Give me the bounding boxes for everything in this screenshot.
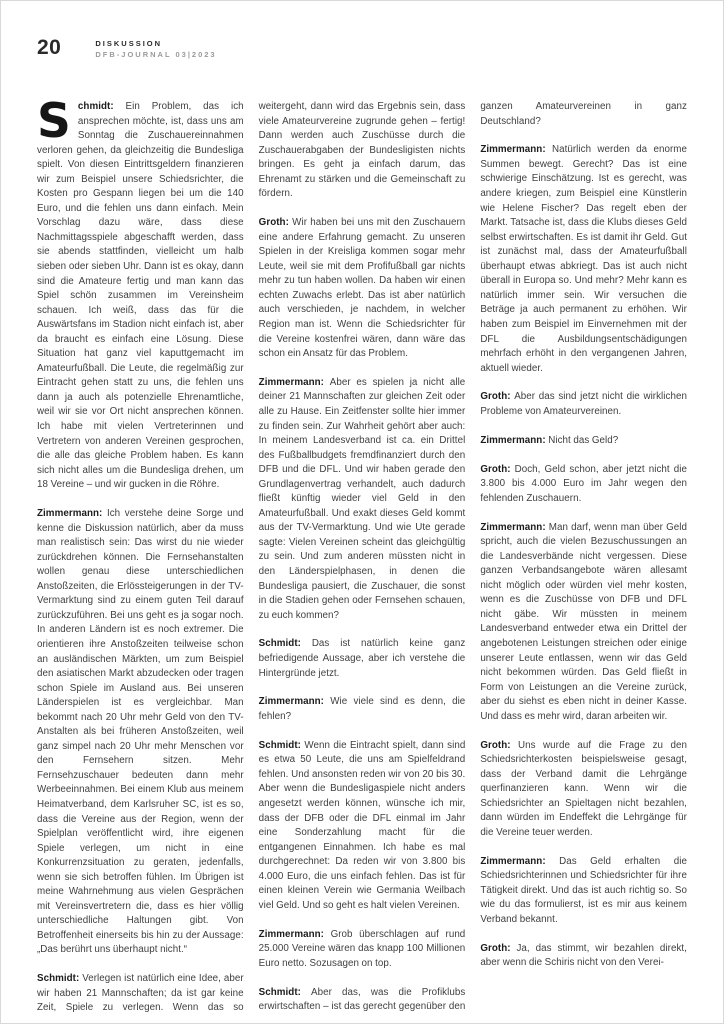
speaker-name: Zimmermann: <box>258 696 331 708</box>
interview-paragraph: Zimmermann: Das Geld erhalten die Schiedsrichterinnen und Schiedsrichter für ihre Tätigkeit direkt. Und das ist auch richtig so. So wie du das formulierst, ist es mir aus keinem Verband bekannt. <box>480 855 687 925</box>
speaker-name: Groth: <box>258 217 293 229</box>
interview-paragraph: Zimmermann: Ich verstehe deine Sorge und kenne die Diskussion natürlich, aber da muss man realistisch sein: Das wirst du nie wieder zurückdrehen können. Die Fernsehanstalten wollen genau diese unterschiedlichen Anstoßzeiten, die Erlössteigerungen in der TV-Vermarktung sind zu einem guten Teil darauf zurückzuführen. Bei uns geht es ja sogar noch. In anderen Ländern ist es noch extremer. Die orientieren ihre Anstoßzeiten teilweise schon an ausländischen Märkten, um zum Beispiel den asiatischen Markt abzudecken oder tragen schon Spiele im Ausland aus. Bei unseren Länderspielen ist es vergleichbar. Man bekommt nach 20 Uhr mehr Geld von den TV-Anstalten als bei früheren Anstoßzeiten, weil ganz simpel nach 20 Uhr mehr Menschen vor den Fernsehern sitzen. Mehr Fernsehzuschauer bedeuten dann mehr Werbeeinnahmen. Bei einem Klub aus meinem Heimatverband, dem Karlsruher SC, ist es so, dass die Vereine aus der Region, wenn der Spielplan veröffentlicht wird, ihre eigenen Spiele verlegen, um nicht in eine Konkurrenzsituation zu geraten, jedenfalls, wenn sie sich betroffen fühlen. Im Übrigen ist meine Wahrnehmung aus vielen Gesprächen mit Vereinsvertretern die, dass es hier völlig unterschiedliche Haltungen gibt. Von Betroffenheit einerseits bis hin zu der Aussage: „Das berührt uns überhaupt nicht.“ <box>37 508 244 956</box>
interview-paragraph: Zimmermann: Wie viele sind es denn, die fehlen? <box>258 696 466 722</box>
interview-paragraph: Groth: Wir haben bei uns mit den Zuschauern eine andere Erfahrung gemacht. Zu unseren Spielen in der Kreisliga kommen sogar mehr Leute, weil sie mit dem Profifußball gar nichts mehr zu tun haben wollen. Da haben wir einen echten Zuwachs erlebt. Das ist aber natürlich auch verschieden, je nachdem, in welcher Region man ist. Wenn die Schiedsrichter für die Vereine kostenfrei wären, dann wäre das schon ein Ansatz für das Problem. <box>258 217 466 360</box>
speaker-name: Groth: <box>480 391 515 403</box>
speaker-name: Schmidt: <box>258 638 312 650</box>
interview-paragraph: Groth: Doch, Geld schon, aber jetzt nicht die 3.800 bis 4.000 Euro im Jahr wegen den fehlenden Zuschauern. <box>480 463 687 504</box>
interview-paragraph: Zimmermann: Grob überschlagen auf rund 25.000 Vereine wären das knapp 100 Millionen Euro netto. Sozusagen on top. <box>258 928 466 969</box>
interview-paragraph: Schmidt: Ein Problem, das ich ansprechen möchte, ist, dass uns am Sonntag die Zuschauereinnahmen verloren gehen, da gleichzeitig die Bundesliga spielt. Von diesen Eintrittsgeldern finanzieren wir zum Beispiel unsere Schiedsrichter, die Kosten pro Gespann liegen bei um die 140 Euro, und die fehlen uns dann einfach. Mein Vorschlag dazu wäre, dass diese Nachmittagsspiele abgeschafft werden, dass sie abends stattfinden, vielleicht um halb sieben oder sieben Uhr. Dann ist es okay, dann sind die Amateure fertig und man kann das Spiel schön zusammen im Vereinsheim schauen. Ich weiß, dass das für die Auswärtsfans im Stadion nicht einfach ist, aber da braucht es einfach eine Lösung. Diese Situation hat ganz viel kaputtgemacht im Amateurfußball. Die Leute, die regelmäßig zur Eintracht gehen statt zu uns, die fehlen uns dann ja auch als potenzielle Ehrenamtliche, weil wir sie vor Ort nicht ansprechen können. Ich habe mit vielen Vertreterinnen und Vertretern von anderen Vereinen gesprochen, die alle das gleiche Problem haben. Es kann sich nicht alles um die Bundesliga drehen, um 18 Vereine – und wir gucken in die Röhre. <box>37 100 244 491</box>
interview-paragraph: Zimmermann: Nicht das Geld? <box>480 434 619 446</box>
interview-paragraph: Groth: Uns wurde auf die Frage zu den Schiedsrichterkosten beispielsweise gesagt, dass der Verband damit die Lehrgänge querfinanzieren kann. Wenn wir die Schiedsrichter an Spieltagen nicht bezahlen, dann würden im Endeffekt die Lehrgänge für die Vereine teuer werden. <box>480 739 687 838</box>
speaker-name: Zimmermann: <box>480 855 560 867</box>
interview-paragraph: Zimmermann: Aber es spielen ja nicht alle deiner 21 Mannschaften zur gleichen Zeit oder alle zu Hause. Ein Zeitfenster sollte hier immer zu finden sein. Zur Wahrheit gehört aber auch: In meinem Landesverband ist ca. ein Drittel des Fußballbudgets fremdfinanziert durch den DFB und die DFL. Und wir haben gerade den Grundlagenvertrag verhandelt, auch dadurch fließt künftig wieder viel Geld in den Amateurfußball. Und exakt dieses Geld kommt aus der TV-Vermarktung. Und wie Ute gerade sagte: Vielen Vereinen scheint das gleichgültig zu sein. Und zum anderen müssten nicht in den Länderspielphasen, in denen die Bundesliga pausiert, die Zuschauer, die sonst in die Stadien gehen oder Fernsehen schauen, zu euch kommen? <box>258 376 466 621</box>
interview-paragraph: Groth: Aber das sind jetzt nicht die wirklichen Probleme von Amateurvereinen. <box>480 391 687 417</box>
speaker-name: Zimmermann: <box>480 144 552 156</box>
speaker-name: Schmidt: <box>258 739 305 751</box>
interview-paragraph: Zimmermann: Man darf, wenn man über Geld spricht, auch die vielen Bezuschussungen an die Landesverbände nicht vergessen. Diese ganzen Verbandsangebote wären allesamt nicht möglich oder würden viel mehr kosten, wenn es die Zuschüsse von DFB und DFL nicht gäbe. Wir müssten in meinem Landesverband entweder etwa ein Drittel der angebotenen Leistungen streichen oder einige unserer Leute entlassen, wenn wir das Geld nicht bekommen würden. Das Geld fließt in Form von Leistungen an die Vereine zurück, aber du siehst es eben nicht in deiner Kasse. Und dass es mehr wird, daran arbeiten wir. <box>480 521 687 722</box>
speaker-name: Zimmermann: <box>37 508 107 520</box>
header-kicker-block <box>95 37 216 60</box>
speaker-name: Groth: <box>480 463 515 475</box>
interview-paragraph: Zimmermann: Natürlich werden da enorme Summen bewegt. Gerecht? Das ist eine schwierige Einschätzung. Ist es gerecht, was andere kriegen, zum Beispiel eine Künstlerin wie Helene Fischer? Das regelt eben der Markt. Tatsache ist, dass die Klubs dieses Geld selbst erwirtschaften. Es ist damit ihr Geld. Gut ist zunächst mal, dass der Amateurfußball überhaupt etwas abkriegt. Das ist auch nicht überall in Europa so. Und mehr? Mehr kann es natürlich immer sein. Wir versuchen die Beträge ja auch permanent zu erhöhen. Wir haben zum Beispiel im Einvernehmen mit der DFL die Ausbildungsentschädigungen mehrfach erhöht in den vergangenen Jahren, aktuell wieder. <box>480 144 687 374</box>
interview-paragraph: Schmidt: Wenn die Eintracht spielt, dann sind es etwa 50 Leute, die uns am Spielfeldrand fehlen. Und ansonsten reden wir von 20 bis 30. Aber wenn die Bundesligaspiele nicht anders angesetzt werden können, wünsche ich mir, dass der DFB oder die DFL einmal im Jahr eine Sonderzahlung macht für die entgangenen Einnahmen. Ich habe es mal durchgerechnet: Da reden wir von 3.800 bis 4.000 Euro, die uns einfach fehlen. Das ist für einen kleinen Verein wie Germania Weilbach viel Geld. Und so geht es halt vielen Vereinen. <box>258 739 466 911</box>
speaker-name: Zimmermann: <box>480 521 549 533</box>
section-kicker: DISKUSSION <box>95 39 163 48</box>
speaker-name: Zimmermann: <box>480 434 549 446</box>
interview-paragraph: Schmidt: Aber das, was die Profiklubs erwirtschaften – ist das gerecht gegenüber den ganzen Amateurvereinen in ganz Deutschland? <box>258 101 687 1013</box>
speaker-name: Groth: <box>480 942 517 954</box>
speaker-name: Zimmermann: <box>258 928 331 940</box>
page-header <box>37 37 217 60</box>
speaker-name: Schmidt: <box>258 986 312 998</box>
page-number: 20 <box>37 36 62 59</box>
article-columns <box>37 100 687 1018</box>
speaker-name: Groth: <box>480 739 518 751</box>
speaker-name: Zimmermann: <box>258 376 330 388</box>
speaker-name: chmidt: <box>77 101 126 112</box>
interview-paragraph: Schmidt: Das ist natürlich keine ganz befriedigende Aussage, aber ich verstehe die Hintergründe jetzt. <box>258 638 466 679</box>
journal-issue-label: DFB-JOURNAL 03|2023 <box>95 50 217 59</box>
speaker-name: Schmidt: <box>37 973 83 985</box>
drop-cap: S <box>37 100 71 149</box>
interview-paragraph: Schmidt: Verlegen ist natürlich eine Idee, aber wir haben 21 Mannschaften; da ist gar keine Zeit, Spiele zu verlegen. Wenn das so weitergeht, dann wird das Ergebnis sein, dass viele Amateurvereine zugrunde gehen – fertig! Dann werden auch Zuschüsse durch die Zuschauerabgaben der Bundesligisten nichts bringen. Es geht ja einfach darum, das Ehrenamt zu stärken und die Gemeinschaft zu fördern. <box>37 101 466 1014</box>
interview-paragraph: Groth: Ja, das stimmt, wir bezahlen direkt, aber wenn die Schiris nicht von den Verei- <box>480 942 687 969</box>
